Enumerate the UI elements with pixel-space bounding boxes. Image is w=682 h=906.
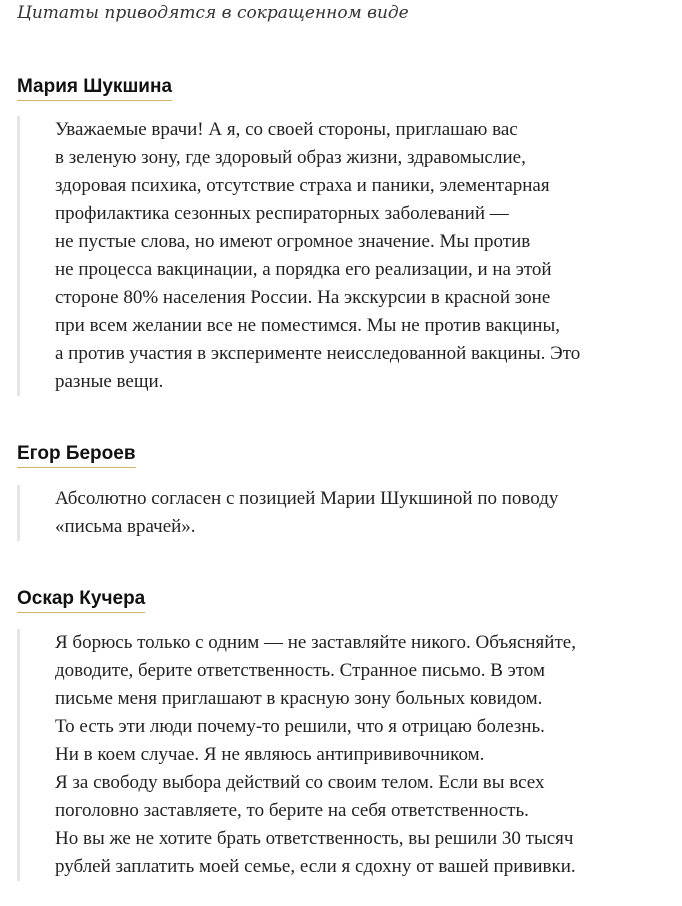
- quote-line: Уважаемые врачи! А я, со своей стороны, приглашаю вас: [55, 119, 518, 140]
- quote-line: разные вещи.: [55, 371, 164, 392]
- quote-line: здоровая психика, отсутствие страха и паники, элементарная: [55, 175, 550, 196]
- quote-text: [20, 485, 677, 541]
- quote-line: доводите, берите ответственность. Странное письмо. В этом: [55, 660, 546, 681]
- quote-text: [20, 629, 677, 881]
- quote-line: Абсолютно согласен с позицией Марии Шукшиной по поводу: [55, 488, 559, 509]
- quote-line: Я за свободу выбора действий со своим телом. Если вы всех: [55, 772, 545, 793]
- quote-line: в зеленую зону, где здоровый образ жизни, здравомыслие,: [55, 147, 526, 168]
- quote-line: поголовно заставляете, то берите на себя ответственность.: [55, 800, 529, 821]
- author-name-kuchera[interactable]: Оскар Кучера: [17, 587, 145, 613]
- quote-line: не пустые слова, но имеют огромное значение. Мы против: [55, 231, 531, 252]
- quote-text: [20, 116, 677, 396]
- quote-line: стороне 80% населения России. На экскурсии в красной зоне: [55, 287, 551, 308]
- author-name-shukshina[interactable]: Мария Шукшина: [17, 75, 172, 101]
- quote-line: а против участия в эксперименте неисследованной вакцины. Это: [55, 343, 581, 364]
- quote-line: «письма врачей».: [55, 516, 196, 537]
- quote-line: То есть эти люди почему-то решили, что я отрицаю болезнь.: [55, 716, 545, 737]
- quote-line: при всем желании все не поместимся. Мы не против вакцины,: [55, 315, 560, 336]
- quote-line: Но вы же не хотите брать ответственность, вы решили 30 тысяч: [55, 828, 574, 849]
- quote-block-beroev: [17, 485, 677, 541]
- abridged-note: Цитаты приводятся в сокращенном виде: [17, 3, 409, 23]
- quote-line: рублей заплатить моей семье, если я сдохну от вашей прививки.: [55, 856, 576, 877]
- quote-line: профилактика сезонных респираторных заболеваний —: [55, 203, 509, 224]
- quote-block-shukshina: [17, 116, 677, 396]
- quote-line: письме меня приглашают в красную зону больных ковидом.: [55, 688, 543, 709]
- quote-block-kuchera: [17, 629, 677, 881]
- quote-line: Я борюсь только с одним — не заставляйте никого. Объясняйте,: [55, 632, 576, 653]
- author-name-beroev[interactable]: Егор Бероев: [17, 442, 136, 468]
- quote-line: не процесса вакцинации, а порядка его реализации, и на этой: [55, 259, 552, 280]
- quote-line: Ни в коем случае. Я не являюсь антипрививочником.: [55, 744, 485, 765]
